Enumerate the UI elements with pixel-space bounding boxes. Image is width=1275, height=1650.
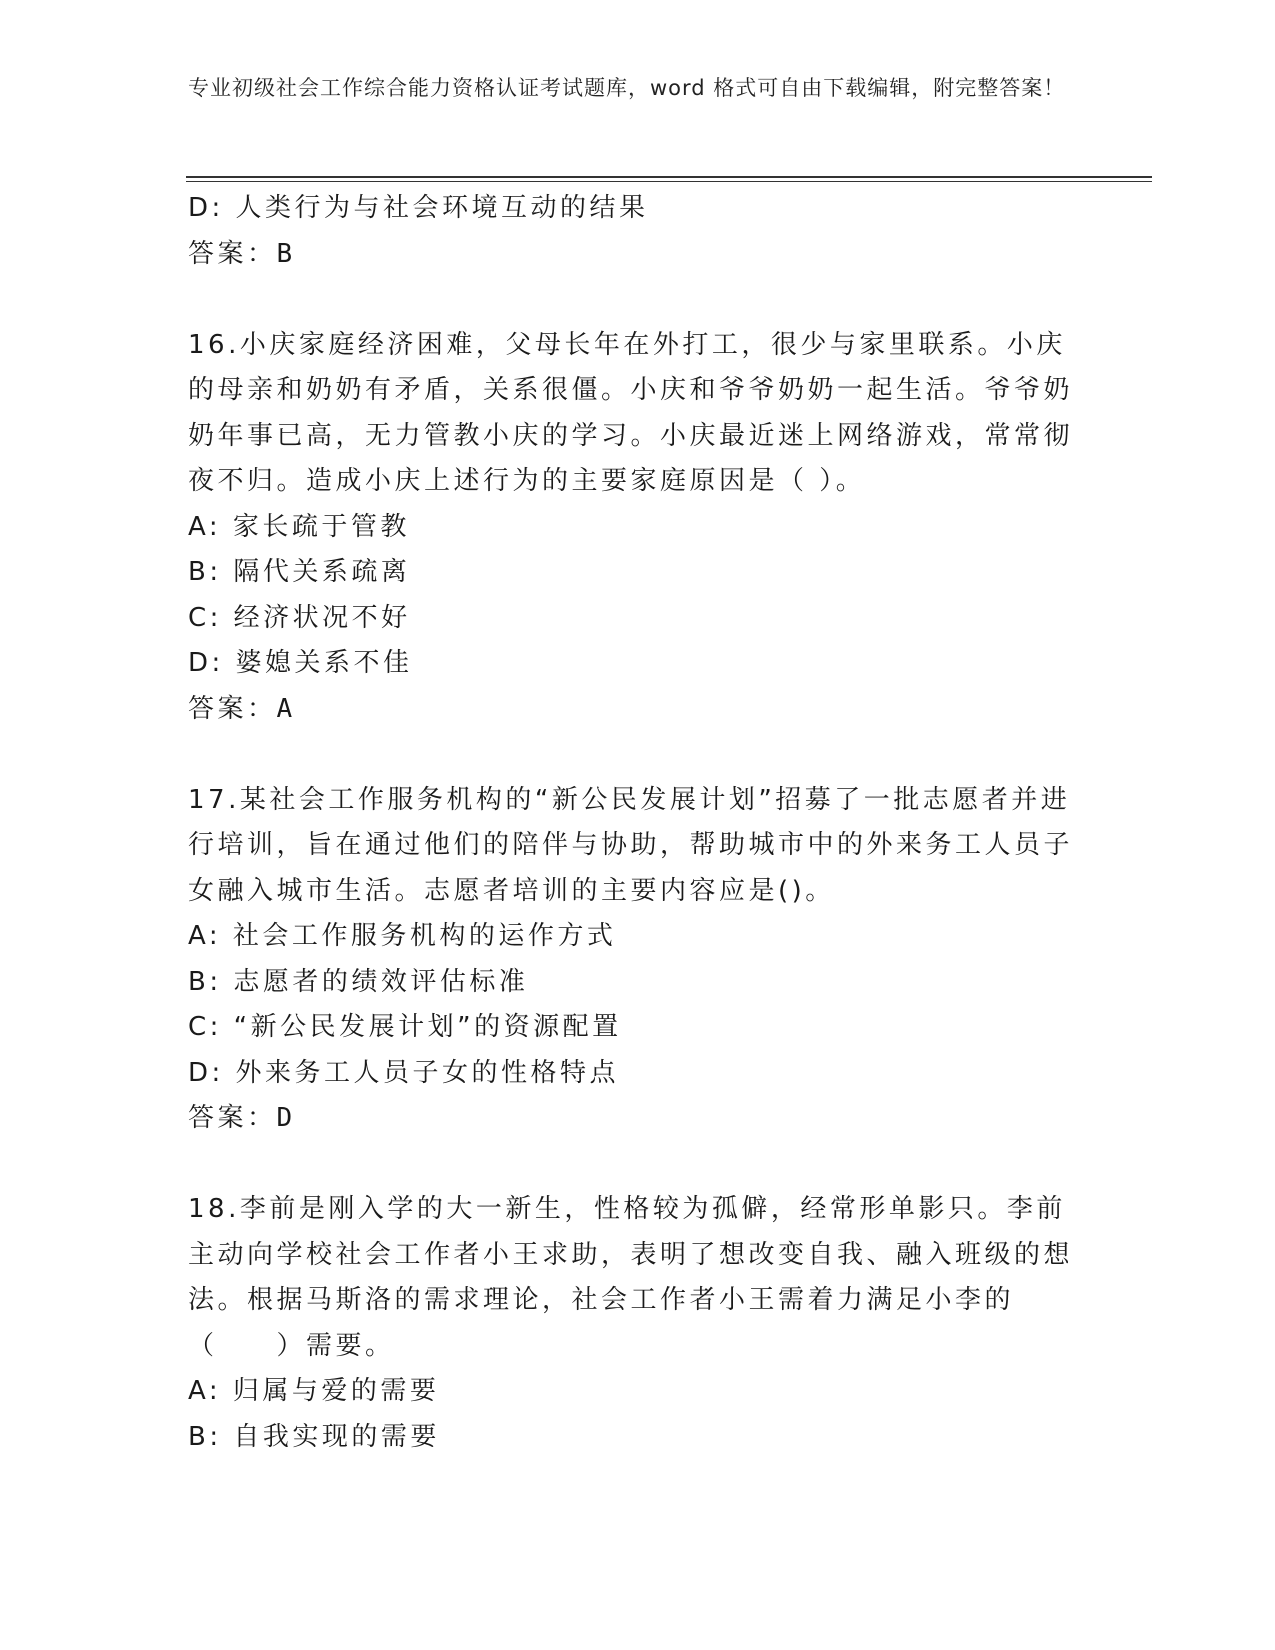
answer-line [188, 687, 1088, 733]
option-d: D: 婆媳关系不佳 [188, 648, 413, 678]
option-d: D: 外来务工人员子女的性格特点 [188, 1057, 620, 1088]
spacer [188, 732, 1088, 778]
option-a: A: 归属与爱的需要 [188, 1376, 440, 1406]
answer-line [188, 232, 1088, 278]
answer-label: 答案： [188, 1103, 277, 1133]
question-block [188, 1187, 1088, 1460]
option-d: D: 人类行为与社会环境互动的结果 [188, 193, 649, 223]
option-a: A: 家长疏于管教 [188, 511, 410, 542]
spacer [188, 1142, 1088, 1188]
answer-value: D [276, 1103, 296, 1133]
option-a: A: 社会工作服务机构的运作方式 [188, 921, 617, 951]
question-stem: 16.小庆家庭经济困难，父母长年在外打工，很少与家里联系。小庆的母亲和奶奶有矛盾，关系很僵。小庆和爷爷奶奶一起生活。爷爷奶奶年事已高，无力管教小庆的学习。小庆最近迷上网络游戏，常常彻夜不归。造成小庆上述行为的主要家庭原因是（ ）。 [188, 329, 1074, 496]
header-rule-thin [186, 181, 1152, 182]
page-header: 专业初级社会工作综合能力资格认证考试题库，word 格式可自由下载编辑，附完整答案！ [188, 76, 1066, 100]
answer-line [188, 1096, 1088, 1142]
answer-label: 答案： [188, 693, 277, 724]
option-b: B: 自我实现的需要 [188, 1421, 440, 1452]
header-rule-thick [186, 176, 1152, 178]
option-b: B: 志愿者的绩效评估标准 [188, 966, 529, 997]
question-content [188, 186, 1088, 1460]
question-block [188, 323, 1088, 733]
answer-value: A [276, 693, 296, 724]
question-stem: 17.某社会工作服务机构的“新公民发展计划”招募了一批志愿者并进行培训，旨在通过他们的陪伴与协助，帮助城市中的外来务工人员子女融入城市生活。志愿者培训的主要内容应是()。 [188, 784, 1074, 906]
spacer [188, 277, 1088, 323]
option-c: C: 经济状况不好 [188, 602, 411, 633]
option-c: C: “新公民发展计划”的资源配置 [188, 1012, 622, 1042]
answer-label: 答案： [188, 238, 277, 269]
answer-value: B [276, 238, 296, 269]
question-stem: 18.李前是刚入学的大一新生，性格较为孤僻，经常形单影只。李前主动向学校社会工作者小王求助，表明了想改变自我、融入班级的想法。根据马斯洛的需求理论，社会工作者小王需着力满足小李的（ ）需要。 [188, 1194, 1074, 1361]
question-block [188, 778, 1088, 1142]
option-b: B: 隔代关系疏离 [188, 557, 411, 587]
